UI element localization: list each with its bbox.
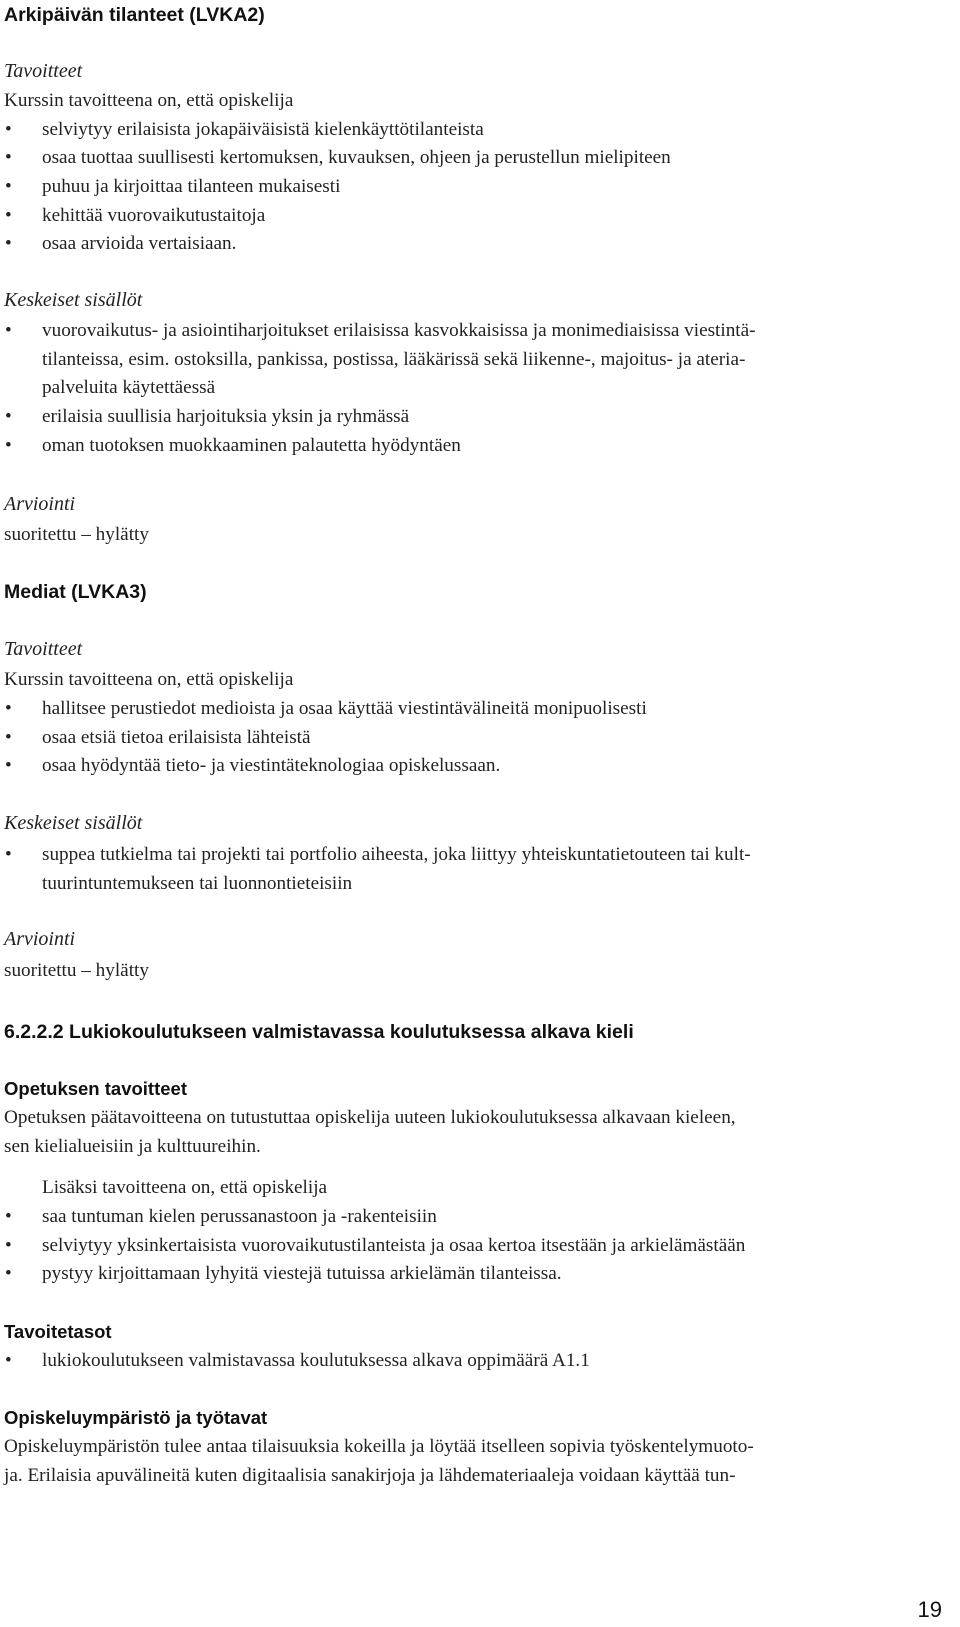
goals-intro: Kurssin tavoitteena on, että opiskelija: [4, 90, 294, 111]
goals-heading: Tavoitteet: [4, 638, 83, 660]
content-heading: Keskeiset sisällöt: [4, 289, 143, 311]
section-title-lvka2: Arkipäivän tilanteet (LVKA2): [4, 4, 265, 26]
op-paragraph-line: Opetuksen päätavoitteena on tutustuttaa opiskelija uuteen lukiokoulutuksessa alkavaan kieleen,: [4, 1107, 736, 1128]
eval-text: suoritettu – hylätty: [4, 524, 149, 545]
extra-intro: Lisäksi tavoitteena on, että opiskelija: [42, 1177, 328, 1198]
list-item-continuation: palveluita käytettäessä: [42, 377, 216, 398]
op-heading: Opetuksen tavoitteet: [4, 1078, 187, 1099]
env-paragraph-line: Opiskeluympäristön tulee antaa tilaisuuksia kokeilla ja löytää itselleen sopivia työskentelymuoto-: [4, 1436, 754, 1457]
list-item-continuation: tuurintuntemukseen tai luonnontieteisiin: [42, 873, 353, 894]
document-page: Arkipäivän tilanteet (LVKA2) Tavoitteet Kurssin tavoitteena on, että opiskelija • selviytyy erilaisista jokapäiväisistä kielenkäyttötilanteista • osaa tuottaa suullisesti kertomuksen, kuvauksen, ohjeen ja perustellun mielipiteen • puhuu ja kirjoittaa tilanteen mukaisesti • kehittää vuorovaikutustaitoja • osaa arvioida vertaisiaan. Keskeiset sisällöt • vuorovaikutus- ja asiointiharjoitukset erilaisissa kasvokkaisissa ja monimediaisissa viestintä- tilanteissa, esim. ostoksilla, pankissa, postissa, lääkärissä sekä liikenne-, majoitus- ja ateria- palveluita käytettäessä • erilaisia suullisia harjoituksia yksin ja ryhmässä • oman tuotoksen muokkaaminen palautetta hyödyntäen Arviointi suoritettu – hylätty Mediat (LVKA3) Tavoitteet Kurssin tavoitteena on, että opiskelija • hallitsee perustiedot medioista ja osaa käyttää viestintävälineitä monipuolisesti • osaa etsiä tietoa erilaisista lähteistä • osaa hyödyntää tieto- ja viestintäteknologiaa opiskelussaan. Keskeiset sisällöt • suppea tutkielma tai projekti tai portfolio aiheesta, joka liittyy yhteiskuntatietouteen tai kult- tuurintuntemukseen tai luonnontieteisiin Arviointi suoritettu – hylätty 6.2.2.2 Lukiokoulutukseen valmistavassa koulutuksessa alkava kieli Opetuksen tavoitteet Opetuksen päätavoitteena on tutustuttaa opiskelija uuteen lukiokoulutuksessa alkavaan kieleen, sen kielialueisiin ja kulttuureihin. Lisäksi tavoitteena on, että opiskelija • saa tuntuman kielen perussanastoon ja -rakenteisiin • selviytyy yksinkertaisista vuorovaikutustilanteista ja osaa kertoa itsestään ja arkielämästään • pystyy kirjoittamaan lyhyitä viestejä tutuissa arkielämän tilanteissa. Tavoitetasot • lukiokoulutukseen valmistavassa koulutuksessa alkava oppimäärä A1.1 Opiskeluympäristö ja työtavat Opiskeluympäristön tulee antaa tilaisuuksia kokeilla ja löytää itselleen sopivia työskentelymuoto- ja. Erilaisia apuvälineitä kuten digitaalisia sanakirjoja ja lähdemateriaaleja voidaan käyttää tun- 19: [4, 4, 942, 1622]
content-heading: Keskeiset sisällöt: [4, 812, 143, 834]
eval-heading: Arviointi: [4, 928, 76, 950]
list-item-continuation: tilanteissa, esim. ostoksilla, pankissa, postissa, lääkärissä sekä liikenne-, majoitus- ja ateria-: [42, 349, 746, 370]
section-title-alkava-kieli: 6.2.2.2 Lukiokoulutukseen valmistavassa koulutuksessa alkava kieli: [4, 1021, 634, 1043]
page-number: 19: [917, 1597, 942, 1622]
goals-heading: Tavoitteet: [4, 60, 83, 82]
goals-intro: Kurssin tavoitteena on, että opiskelija: [4, 669, 294, 690]
env-heading: Opiskeluympäristö ja työtavat: [4, 1407, 268, 1428]
eval-heading: Arviointi: [4, 493, 76, 515]
op-paragraph-line: sen kielialueisiin ja kulttuureihin.: [4, 1136, 261, 1157]
levels-heading: Tavoitetasot: [4, 1321, 112, 1342]
eval-text: suoritettu – hylätty: [4, 960, 149, 981]
env-paragraph-line: ja. Erilaisia apuvälineitä kuten digitaalisia sanakirjoja ja lähdemateriaaleja voidaan käyttää tun-: [4, 1465, 736, 1486]
section-title-lvka3: Mediat (LVKA3): [4, 581, 147, 603]
